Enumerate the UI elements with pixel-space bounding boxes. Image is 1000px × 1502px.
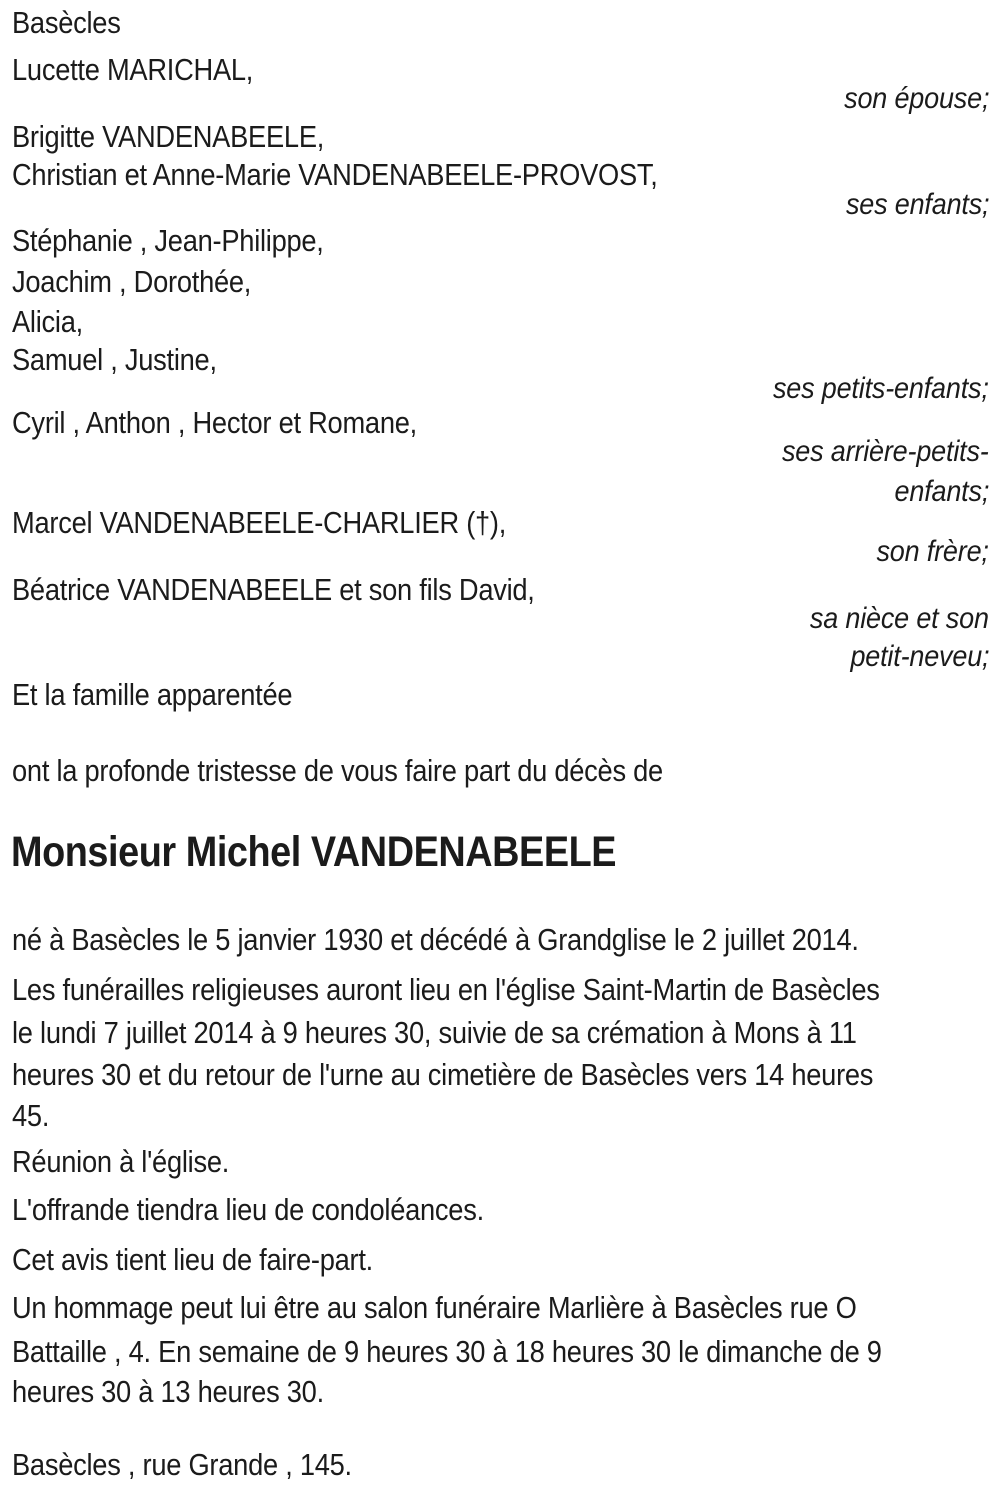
- announcement-line: ont la profonde tristesse de vous faire part du décès de: [12, 753, 663, 788]
- relation-children-label: ses enfants;: [845, 188, 989, 221]
- niece-name-line: Béatrice VANDENABEELE et son fils David,: [12, 572, 535, 607]
- funeral-details-line: 45.: [12, 1098, 50, 1133]
- family-line: Et la famille apparentée: [12, 677, 293, 712]
- homage-line: Battaille , 4. En semaine de 9 heures 30 à 18 heures 30 le dimanche de 9: [12, 1334, 882, 1369]
- grandchild-name-line: Samuel , Justine,: [12, 342, 217, 377]
- funeral-details-line: Les funérailles religieuses auront lieu en l'église Saint-Martin de Basècles: [12, 972, 880, 1007]
- city-line: Basècles: [12, 5, 121, 40]
- relation-grandchildren-label: ses petits-enfants;: [773, 372, 989, 405]
- child-name-line: Brigitte VANDENABEELE,: [12, 119, 325, 154]
- birth-death-line: né à Basècles le 5 janvier 1930 et décédé à Grandglise le 2 juillet 2014.: [12, 922, 859, 957]
- meeting-line: Réunion à l'église.: [12, 1144, 230, 1179]
- spouse-name-line: Lucette MARICHAL,: [12, 52, 254, 87]
- address-line: Basècles , rue Grande , 145.: [12, 1447, 352, 1482]
- relation-great-grandchildren-label: enfants;: [894, 475, 989, 508]
- homage-line: Un hommage peut lui être au salon funéraire Marlière à Basècles rue O: [12, 1290, 857, 1325]
- grandchild-name-line: Joachim , Dorothée,: [12, 264, 252, 299]
- relation-niece-label: sa nièce et son: [810, 602, 989, 635]
- offering-line: L'offrande tiendra lieu de condoléances.: [12, 1192, 484, 1227]
- funeral-details-line: le lundi 7 juillet 2014 à 9 heures 30, suivie de sa crémation à Mons à 11: [12, 1015, 857, 1050]
- brother-name-line: Marcel VANDENABEELE-CHARLIER (†),: [12, 505, 507, 540]
- relation-spouse-label: son épouse;: [843, 82, 989, 115]
- relation-great-grandchildren-label: ses arrière-petits-: [782, 435, 989, 468]
- grandchild-name-line: Stéphanie , Jean-Philippe,: [12, 223, 324, 258]
- funeral-details-line: heures 30 et du retour de l'urne au cimetière de Basècles vers 14 heures: [12, 1057, 874, 1092]
- notice-line: Cet avis tient lieu de faire-part.: [12, 1242, 374, 1277]
- relation-niece-label: petit-neveu;: [850, 640, 989, 673]
- great-grandchild-name-line: Cyril , Anthon , Hector et Romane,: [12, 405, 417, 440]
- relation-brother-label: son frère;: [876, 535, 989, 568]
- child-name-line: Christian et Anne-Marie VANDENABEELE-PROVOST,: [12, 157, 658, 192]
- deceased-name-title: Monsieur Michel VANDENABEELE: [11, 828, 617, 876]
- homage-line: heures 30 à 13 heures 30.: [12, 1374, 324, 1409]
- grandchild-name-line: Alicia,: [12, 304, 83, 339]
